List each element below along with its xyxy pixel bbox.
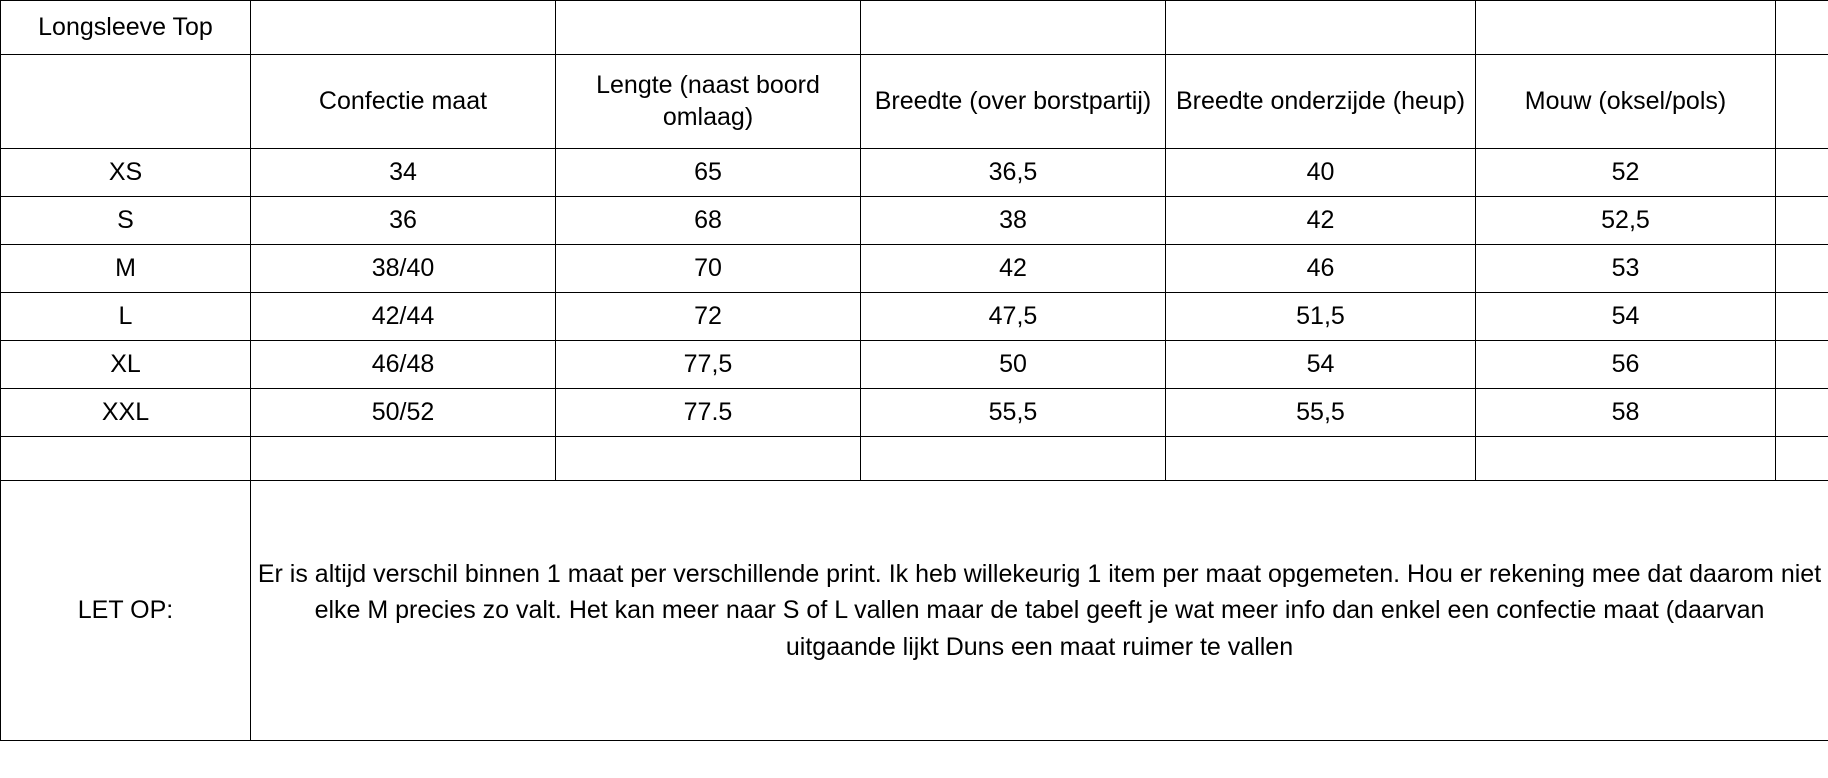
cell-lengte: 68	[556, 197, 861, 245]
cell-confectie: 38/40	[251, 245, 556, 293]
cell-confectie: 46/48	[251, 341, 556, 389]
empty-cell	[1476, 437, 1776, 481]
empty-cell	[251, 1, 556, 55]
cell-heup: 51,5	[1166, 293, 1476, 341]
cell-lengte: 72	[556, 293, 861, 341]
cell-lengte: 65	[556, 149, 861, 197]
empty-cell	[1776, 293, 1828, 341]
empty-cell	[1166, 1, 1476, 55]
cell-mouw: 52	[1476, 149, 1776, 197]
cell-breedte: 38	[861, 197, 1166, 245]
cell-lengte: 77,5	[556, 341, 861, 389]
empty-cell	[1476, 1, 1776, 55]
cell-mouw: 53	[1476, 245, 1776, 293]
column-header-confectie: Confectie maat	[251, 55, 556, 149]
empty-cell	[556, 437, 861, 481]
table-row	[1, 389, 1828, 437]
cell-breedte: 50	[861, 341, 1166, 389]
empty-cell	[1776, 389, 1828, 437]
cell-heup: 46	[1166, 245, 1476, 293]
column-header-size	[1, 55, 251, 149]
column-header-breedte: Breedte (over borstpartij)	[861, 55, 1166, 149]
cell-breedte: 47,5	[861, 293, 1166, 341]
cell-mouw: 52,5	[1476, 197, 1776, 245]
cell-confectie: 34	[251, 149, 556, 197]
page-title: Longsleeve Top	[1, 1, 251, 55]
table-row-spacer	[1, 437, 1828, 481]
empty-cell	[861, 437, 1166, 481]
table-row	[1, 245, 1828, 293]
empty-cell	[1776, 341, 1828, 389]
empty-cell	[1776, 149, 1828, 197]
empty-cell	[1776, 55, 1828, 149]
empty-cell	[1776, 245, 1828, 293]
empty-cell	[861, 1, 1166, 55]
cell-breedte: 36,5	[861, 149, 1166, 197]
cell-size: L	[1, 293, 251, 341]
cell-size: M	[1, 245, 251, 293]
empty-cell	[1776, 437, 1828, 481]
cell-size: S	[1, 197, 251, 245]
cell-heup: 42	[1166, 197, 1476, 245]
cell-mouw: 58	[1476, 389, 1776, 437]
cell-mouw: 56	[1476, 341, 1776, 389]
cell-lengte: 77.5	[556, 389, 861, 437]
table-row	[1, 149, 1828, 197]
cell-breedte: 55,5	[861, 389, 1166, 437]
empty-cell	[1776, 197, 1828, 245]
empty-cell	[1166, 437, 1476, 481]
cell-mouw: 54	[1476, 293, 1776, 341]
empty-cell	[251, 437, 556, 481]
cell-heup: 55,5	[1166, 389, 1476, 437]
empty-cell	[1, 437, 251, 481]
cell-lengte: 70	[556, 245, 861, 293]
empty-cell	[556, 1, 861, 55]
table-row	[1, 197, 1828, 245]
table-row-title	[1, 1, 1828, 55]
cell-heup: 40	[1166, 149, 1476, 197]
cell-heup: 54	[1166, 341, 1476, 389]
cell-size: XXL	[1, 389, 251, 437]
cell-breedte: 42	[861, 245, 1166, 293]
cell-confectie: 36	[251, 197, 556, 245]
cell-confectie: 50/52	[251, 389, 556, 437]
column-header-lengte: Lengte (naast boord omlaag)	[556, 55, 861, 149]
note-label: LET OP:	[1, 481, 251, 741]
column-header-mouw: Mouw (oksel/pols)	[1476, 55, 1776, 149]
note-text: Er is altijd verschil binnen 1 maat per verschillende print. Ik heb willekeurig 1 item per maat opgemeten. Hou er rekening mee dat daarom niet elke M precies zo valt. Het kan meer naar S of L vallen maar de tabel geeft je wat meer info dan enkel een confectie maat (daarvan uitgaande lijkt Duns een maat ruimer te vallen	[251, 481, 1828, 741]
table-row-note	[1, 481, 1828, 741]
cell-size: XS	[1, 149, 251, 197]
column-header-heup: Breedte onderzijde (heup)	[1166, 55, 1476, 149]
empty-cell	[1776, 1, 1828, 55]
table-row	[1, 341, 1828, 389]
cell-confectie: 42/44	[251, 293, 556, 341]
table-row	[1, 293, 1828, 341]
table-row-header	[1, 55, 1828, 149]
cell-size: XL	[1, 341, 251, 389]
